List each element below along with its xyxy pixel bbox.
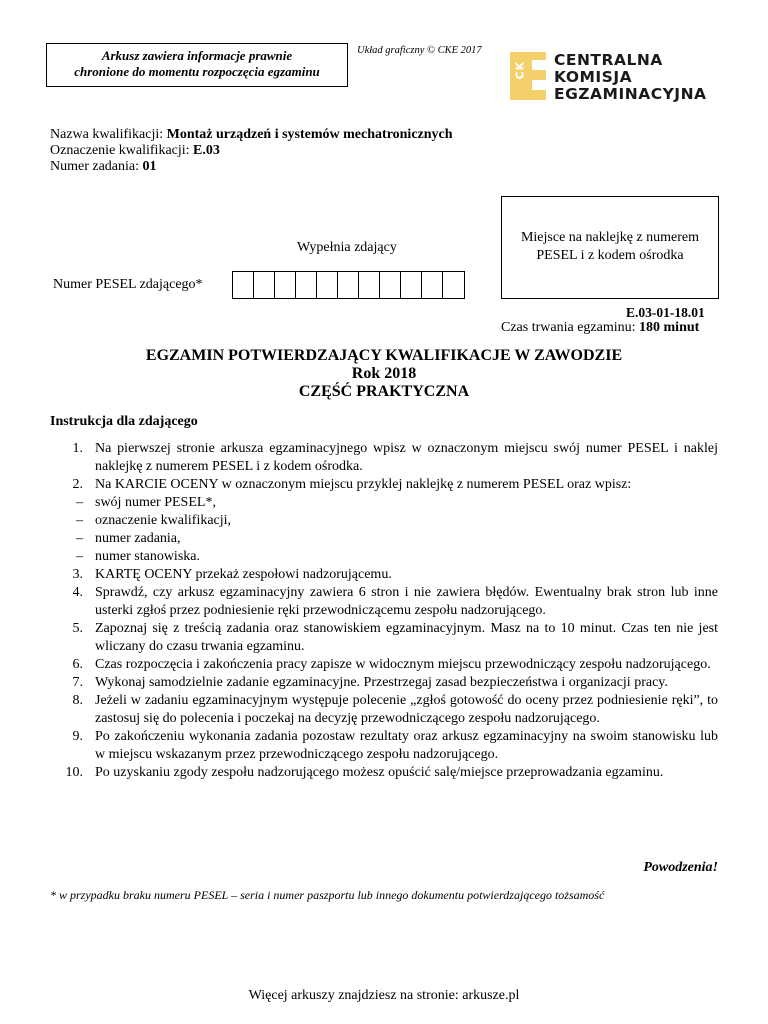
exam-title: EGZAMIN POTWIERDZAJĄCY KWALIFIKACJE W ZAWODZIE	[145, 347, 623, 364]
pesel-digit-cell[interactable]	[275, 272, 296, 298]
pesel-digit-cell[interactable]	[296, 272, 317, 298]
logo-line-1: CENTRALNA	[554, 51, 663, 69]
list-item: 3. KARTĘ OCENY przekaż zespołowi nadzorującemu.	[72, 567, 392, 582]
list-item: 5. Zapoznaj się z treścią zadania oraz stanowiskiem egzaminacyjnym. Masz na to 10 minut. Czas ten nie jest wliczany do czasu trwania egzaminu.	[72, 621, 718, 654]
instructions-heading: Instrukcja dla zdającego	[50, 414, 198, 429]
list-item: 9. Po zakończeniu wykonania zadania pozostaw rezultaty oraz arkusz egzaminacyjny na swoim stanowisku lub w miejscu wskazanym przez przewodniczącego zespołu nadzorującego.	[72, 729, 718, 762]
good-luck-text: Powodzenia!	[643, 860, 718, 875]
exam-part: CZĘŚĆ PRAKTYCZNA	[298, 383, 470, 400]
pesel-digit-cell[interactable]	[359, 272, 380, 298]
pesel-input-grid[interactable]	[232, 271, 465, 299]
pesel-digit-cell[interactable]	[233, 272, 254, 298]
logo-mark-text: CK	[513, 60, 527, 80]
list-item: 6. Czas rozpoczęcia i zakończenia pracy zapisze w widocznym miejscu przewodniczący zespołu nadzorującego.	[72, 657, 711, 672]
pesel-digit-cell[interactable]	[254, 272, 275, 298]
pesel-digit-cell[interactable]	[380, 272, 401, 298]
exam-duration: Czas trwania egzaminu: 180 minut	[501, 320, 700, 335]
logo-text	[554, 52, 707, 103]
pesel-digit-cell[interactable]	[443, 272, 464, 298]
sub-list-item: – swój numer PESEL*,	[76, 495, 216, 510]
qualification-code: Oznaczenie kwalifikacji: E.03	[50, 143, 220, 158]
fills-label: Wypełnia zdający	[297, 240, 397, 255]
list-item: 1. Na pierwszej stronie arkusza egzaminacyjnego wpisz w oznaczonym miejscu swój numer PESEL i naklej naklejkę z numerem PESEL i z kodem ośrodka.	[72, 441, 718, 474]
pesel-digit-cell[interactable]	[422, 272, 443, 298]
list-item: 2. Na KARCIE OCENY w oznaczonym miejscu przyklej naklejkę z numerem PESEL oraz wpisz:	[72, 477, 632, 492]
sub-list-item: – numer zadania,	[76, 531, 181, 546]
layout-copyright: Układ graficzny © CKE 2017	[357, 45, 482, 56]
notice-line-2: chronione do momentu rozpoczęcia egzaminu	[74, 64, 320, 79]
qualification-meta	[50, 127, 453, 175]
cke-logo-mark	[510, 52, 546, 100]
list-item: 8. Jeżeli w zadaniu egzaminacyjnym występuje polecenie „zgłoś gotowość do oceny przez podniesienie ręki”, to zastosuj się do polecenia i poczekaj na decyzję przewodniczącego zespołu nadzorującego.	[72, 693, 718, 726]
sub-list-item: – numer stanowiska.	[76, 549, 200, 564]
instructions-list	[50, 440, 718, 782]
list-item: 7. Wykonaj samodzielnie zadanie egzaminacyjne. Przestrzegaj zasad bezpieczeństwa i organizacji pracy.	[72, 675, 668, 690]
sticker-box	[501, 196, 719, 299]
list-item: 4. Sprawdź, czy arkusz egzaminacyjny zawiera 6 stron i nie zawiera błędów. Ewentualny brak stron lub inne usterki zgłoś przez podniesienie ręki przewodniczącemu zespołu nadzorującego.	[72, 585, 718, 618]
pesel-digit-cell[interactable]	[401, 272, 422, 298]
exam-code: E.03-01-18.01	[626, 305, 705, 320]
sub-list-item: – oznaczenie kwalifikacji,	[76, 513, 232, 528]
sticker-line-2: PESEL i z kodem ośrodka	[536, 248, 684, 263]
notice-line-1: Arkusz zawiera informacje prawnie	[101, 48, 293, 63]
list-item: 10. Po uzyskaniu zgody zespołu nadzorującego możesz opuścić salę/miejsce przeprowadzania egzaminu.	[65, 765, 664, 780]
cke-logo	[510, 52, 720, 104]
pesel-digit-cell[interactable]	[317, 272, 338, 298]
logo-line-3: EGZAMINACYJNA	[554, 85, 707, 103]
logo-line-2: KOMISJA	[554, 68, 633, 86]
footnote: * w przypadku braku numeru PESEL – seria i numer paszportu lub innego dokumentu potwierdzającego tożsamość	[50, 888, 605, 902]
pesel-digit-cell[interactable]	[338, 272, 359, 298]
task-number: Numer zadania: 01	[50, 159, 157, 174]
sticker-line-1: Miejsce na naklejkę z numerem	[520, 230, 700, 245]
footer-link-text: Więcej arkuszy znajdziesz na stronie: arkusze.pl	[248, 988, 520, 1003]
exam-year: Rok 2018	[351, 365, 417, 382]
legal-notice-box	[46, 43, 348, 87]
qualification-name: Nazwa kwalifikacji: Montaż urządzeń i systemów mechatronicznych	[50, 127, 453, 142]
pesel-label: Numer PESEL zdającego*	[53, 277, 203, 292]
